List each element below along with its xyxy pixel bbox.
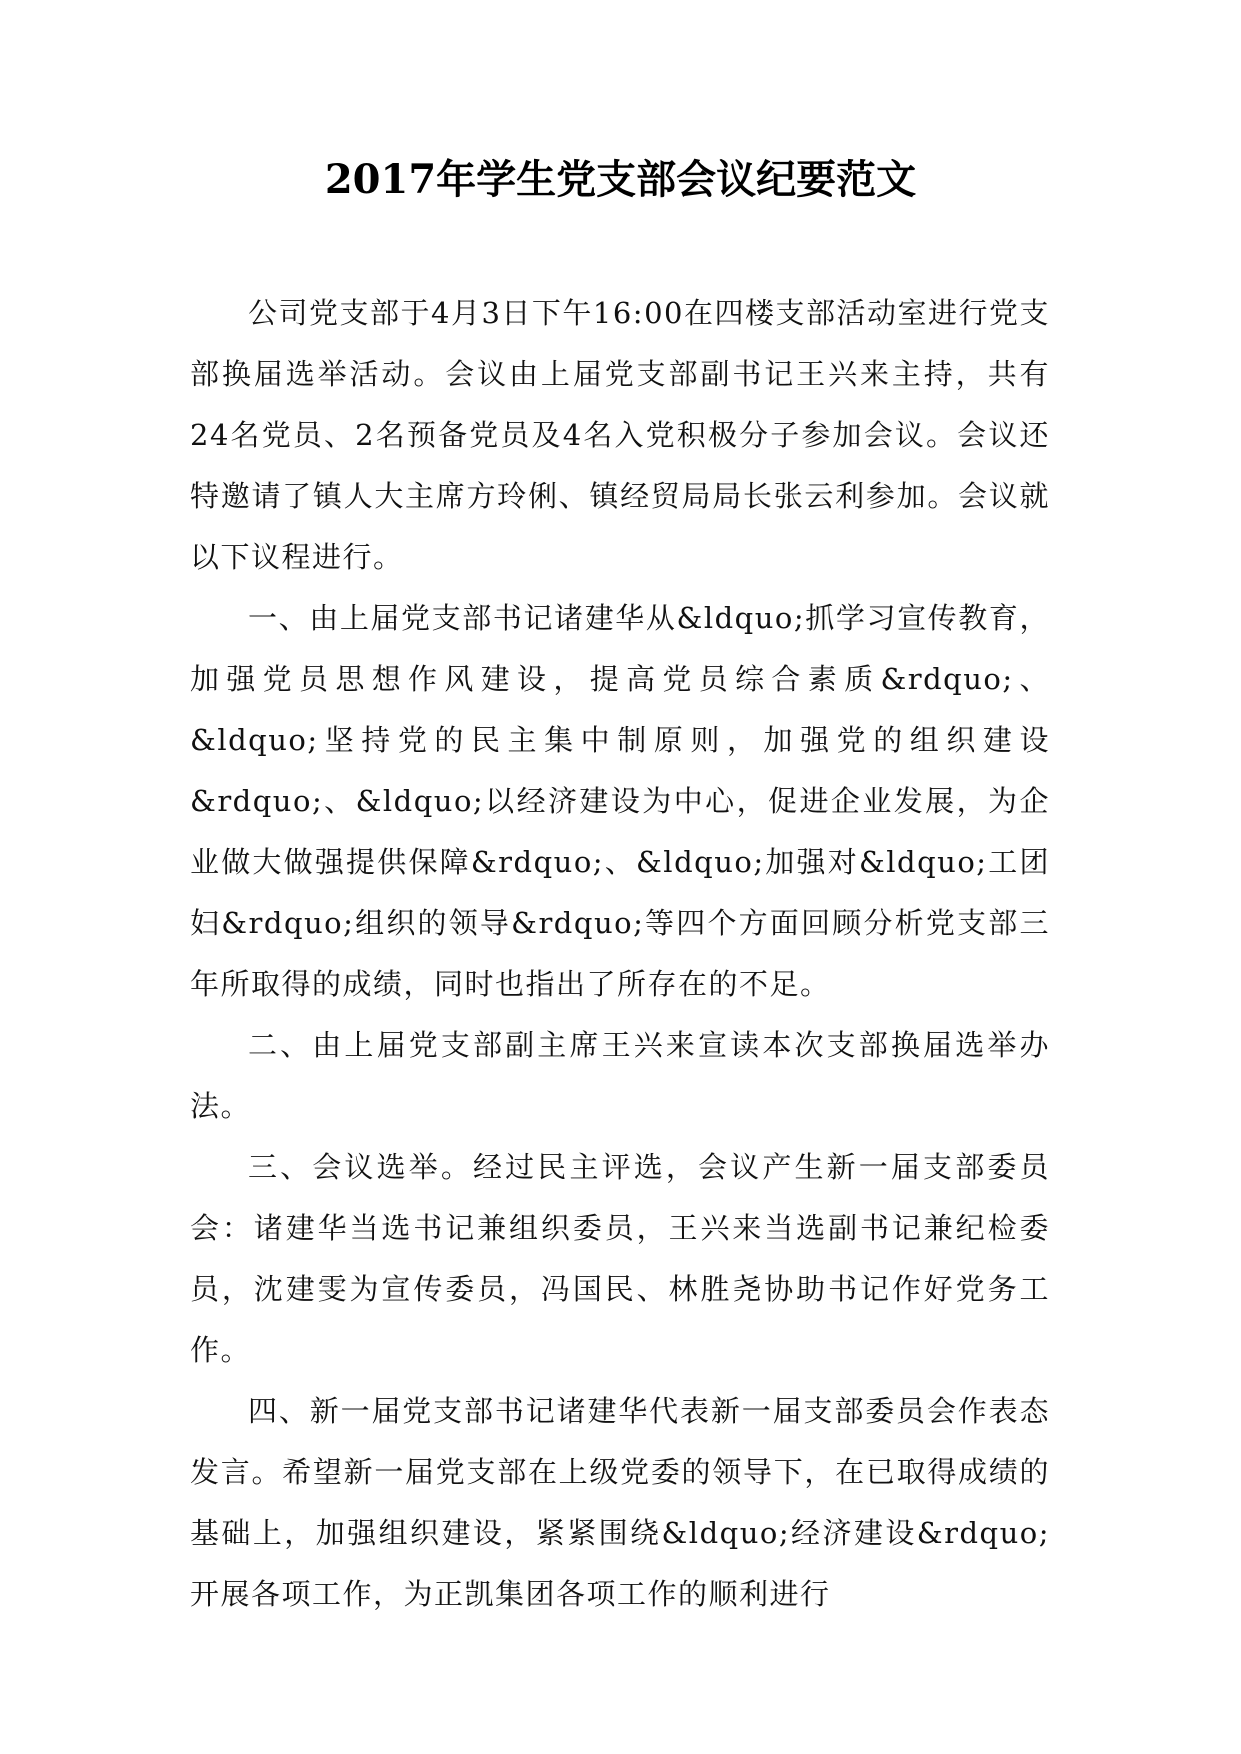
document-title: 2017年学生党支部会议纪要范文 (324, 156, 917, 203)
document-body (190, 283, 1050, 1625)
paragraph-item-1: 一、由上届党支部书记诸建华从&ldquo;抓学习宣传教育，加强党员思想作风建设，提高党员综合素质&rdquo;、&ldquo;坚持党的民主集中制原则，加强党的组织建设&rdquo;、&ldquo;以经济建设为中心，促进企业发展，为企业做大做强提供保障&rdquo;、&ldquo;加强对&ldquo;工团妇&rdquo;组织的领导&rdquo;等四个方面回顾分析党支部三年所取得的成绩，同时也指出了所存在的不足。 (190, 601, 1051, 1001)
paragraph-item-3: 三、会议选举。经过民主评选，会议产生新一届支部委员会：诸建华当选书记兼组织委员，王兴来当选副书记兼纪检委员，沈建雯为宣传委员，冯国民、林胜尧协助书记作好党务工作。 (190, 1150, 1050, 1367)
paragraph-item-2: 二、由上届党支部副主席王兴来宣读本次支部换届选举办法。 (190, 1028, 1050, 1123)
paragraph-item-4: 四、新一届党支部书记诸建华代表新一届支部委员会作表态发言。希望新一届党支部在上级党委的领导下，在已取得成绩的基础上，加强组织建设，紧紧围绕&ldquo;经济建设&rdquo;开展各项工作，为正凯集团各项工作的顺利进行 (190, 1394, 1050, 1611)
paragraph-intro: 公司党支部于4月3日下午16:00在四楼支部活动室进行党支部换届选举活动。会议由上届党支部副书记王兴来主持，共有24名党员、2名预备党员及4名入党积极分子参加会议。会议还特邀请了镇人大主席方玲俐、镇经贸局局长张云利参加。会议就以下议程进行。 (190, 296, 1050, 574)
